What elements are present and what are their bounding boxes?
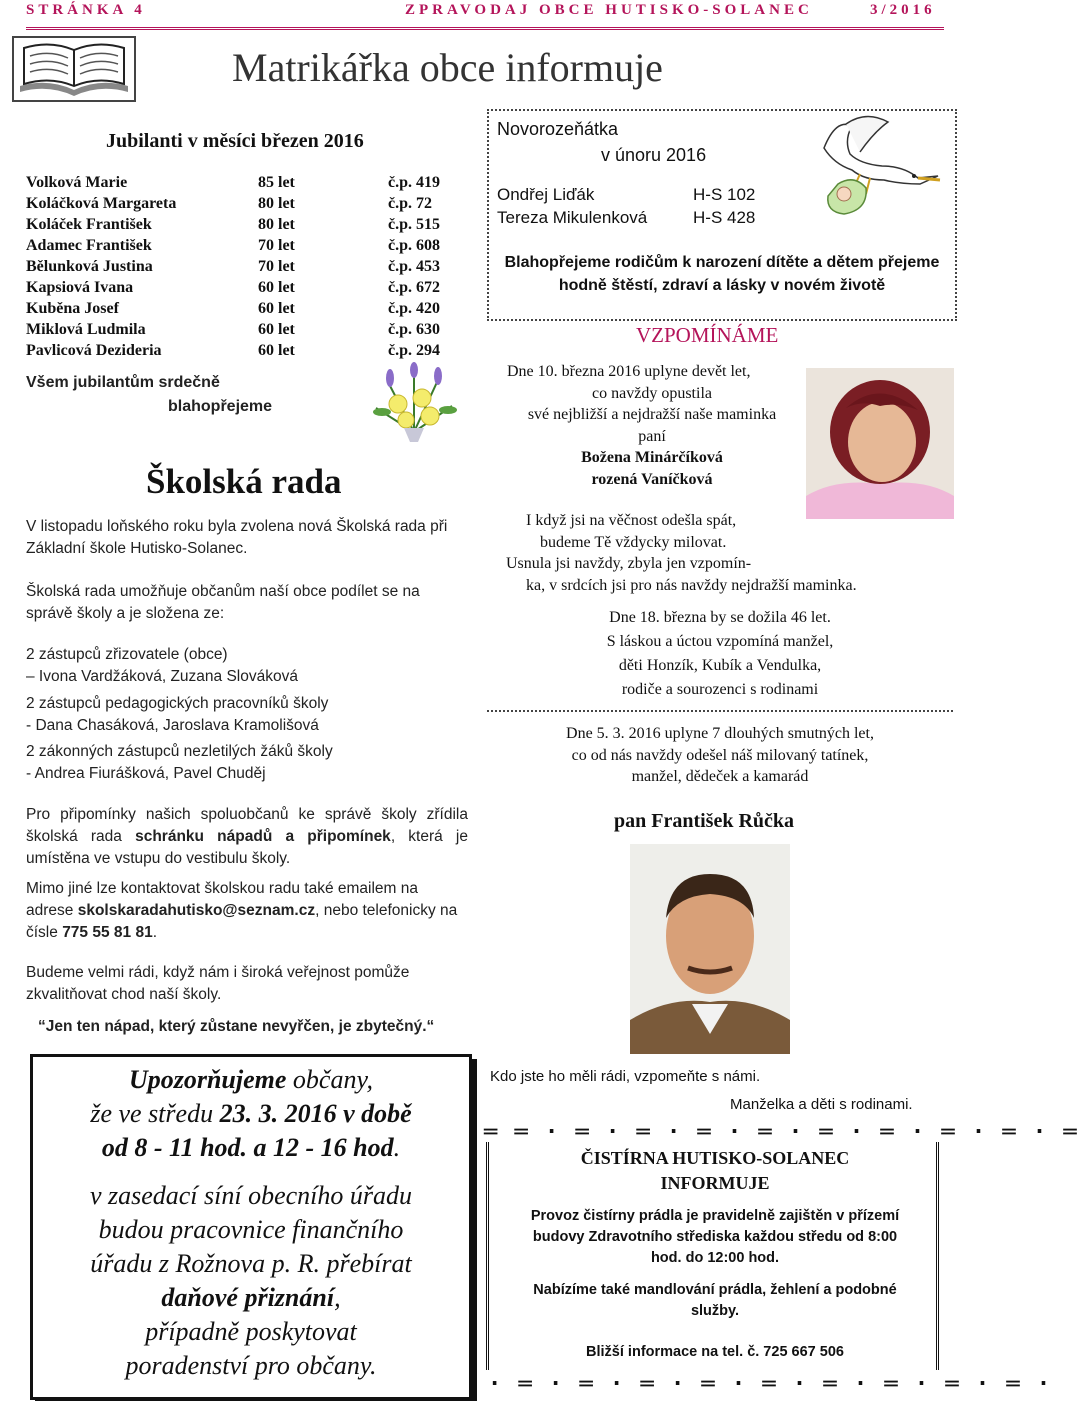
- table-row: Kuběna Josef 60 let č.p. 420: [26, 299, 440, 317]
- skolska-rada-vyzva: Budeme velmi rádi, když nám i široká veřejnost pomůže zkvalitňovat chod naší školy.: [26, 964, 410, 1003]
- table-row: Kapsiová Ivana 60 let č.p. 672: [26, 278, 440, 296]
- list-item: Ondřej Liďák H-S 102: [497, 185, 756, 204]
- vzpominame-heading: VZPOMÍNÁME: [636, 323, 779, 347]
- vzpominame-m1-text: Dne 10. března 2016 uplyne devět let, co navždy opustila své nejbližší a nejdražší naše maminka paní Božena Minárčíková rozená Vaníčková: [507, 361, 797, 490]
- memorial-name: Božena Minárčíková: [581, 449, 723, 466]
- memorial-divider: [487, 710, 953, 712]
- header-rule: [26, 27, 944, 30]
- skolska-rada-schranka: Pro připomínky našich spoluobčanů ke správě školy zřídila školská rada schránku nápadů a připomínek, která je umístěna ve vstupu do vestibulu školy.: [26, 806, 468, 867]
- vzpominame-poem: I když jsi na věčnost odešla spát, budeme Tě vždycky milovat. Usnula jsi navždy, zbyla jen vzpomín- ka, v srdcích jsi pro nás navždy nejdražší maminka.: [506, 512, 857, 594]
- jubilanti-heading: Jubilanti v měsíci březen 2016: [106, 130, 364, 152]
- skolska-rada-group-zakonni-zastupci: 2 zákonných zástupců nezletilých žáků školy - Andrea Fiurášková, Pavel Chuděj: [26, 743, 333, 782]
- book-icon: [12, 36, 136, 102]
- memorial-photo-woman: [806, 368, 954, 519]
- vzpominame-m1-family: Dne 18. března by se dožila 46 let. S láskou a úctou vzpomíná manžel, děti Honzík, Kubík a Vendulka, rodiče a sourozenci s rodinami: [606, 609, 834, 698]
- cistirna-kontakt: Bližší informace na tel. č. 725 667 506: [586, 1344, 844, 1360]
- flower-bouquet-icon: [368, 362, 460, 444]
- table-row: Koláček František 80 let č.p. 515: [26, 215, 440, 233]
- memorial-photo-man: [630, 844, 790, 1054]
- phone-number: 775 55 81 81: [62, 924, 153, 941]
- header-publication: ZPRAVODAJ OBCE HUTISKO-SOLANEC: [405, 2, 813, 18]
- cistirna-provoz: Provoz čistírny prádla je pravidelně zajištěn v přízemí budovy Zdravotního střediska každou středu od 8:00 hod. do 12:00 hod.: [530, 1208, 900, 1266]
- header-issue: 3/2016: [870, 2, 936, 18]
- skolska-rada-heading: Školská rada: [146, 462, 342, 501]
- cistirna-border-bottom: · ═ · ═ · ═ · ═ · ═ · ═ · ═ · ═ · ═ ·: [488, 1372, 1053, 1397]
- cistirna-heading: ČISTÍRNA HUTISKO-SOLANEC INFORMUJE: [580, 1148, 850, 1193]
- skolska-rada-group-zrizovatel: 2 zástupců zřizovatele (obce) – Ivona Vardžáková, Zuzana Slováková: [26, 646, 298, 685]
- list-item: Tereza Mikulenková H-S 428: [497, 208, 756, 227]
- vzpominame-m2-call: Kdo jste ho měli rádi, vzpomeňte s námi.: [490, 1068, 761, 1085]
- novorozenatka-wish: Blahopřejeme rodičům k narození dítěte a dětem přejeme hodně štěstí, zdraví a lásky v novém životě: [504, 254, 940, 294]
- jubilanti-wish-line2: blahopřejeme: [168, 398, 273, 415]
- header-page-label: STRÁNKA 4: [26, 2, 146, 18]
- skolska-rada-composition: Školská rada umožňuje občanům naší obce podílet se na správě školy a je složena ze:: [26, 583, 420, 622]
- skolska-rada-quote: “Jen ten nápad, který zůstane nevyřčen, je zbytečný.“: [38, 1018, 435, 1035]
- table-row: Bělunková Justina 70 let č.p. 453: [26, 257, 440, 275]
- cistirna-border-right: [936, 1142, 943, 1370]
- cistirna-border-top: ═ ═ · ═ · ═ · ═ · ═ · ═ · ═ · ═ · ═ · ═: [484, 1120, 1079, 1145]
- memorial-name-man: pan František Růčka: [614, 810, 795, 832]
- jubilanti-table: [26, 172, 440, 361]
- stork-icon: [790, 114, 950, 222]
- table-row: Miklová Ludmila 60 let č.p. 630: [26, 320, 440, 338]
- table-row: Adamec František 70 let č.p. 608: [26, 236, 440, 254]
- table-row: Koláčková Margareta 80 let č.p. 72: [26, 194, 432, 212]
- upozorneni-box: Upozorňujeme občany, že ve středu 23. 3. 2016 v době od 8 - 11 hod. a 12 - 16 hod. v zasedací síní obecního úřadu budou pracovnice finančního úřadu z Rožnova p. R. přebírat daňové přiznání, případně poskytovat poradenství pro občany.: [30, 1054, 472, 1400]
- skolska-rada-group-pedagogove: 2 zástupců pedagogických pracovníků školy - Dana Chasáková, Jaroslava Kramolišová: [26, 695, 329, 734]
- novorozenatka-month: v únoru 2016: [601, 145, 707, 165]
- cistirna-border-left: [486, 1142, 493, 1370]
- novorozenatka-list: [497, 183, 755, 229]
- jubilanti-wish-line1: Všem jubilantům srdečně: [26, 374, 220, 391]
- vzpominame-m2-sign: Manželka a děti s rodinami.: [730, 1096, 913, 1113]
- skolska-rada-kontakt: Mimo jiné lze kontaktovat školskou radu také emailem na adrese skolskaradahutisko@seznam.cz, nebo telefonicky na čísle 775 55 81 81.: [26, 880, 458, 941]
- novorozenatka-heading: Novorozeňátka: [497, 119, 619, 139]
- cistirna-sluzby: Nabízíme také mandlování prádla, žehlení a podobné služby.: [533, 1282, 897, 1319]
- page-title: Matrikářka obce informuje: [232, 45, 663, 90]
- table-row: Pavlicová Dezideria 60 let č.p. 294: [26, 341, 440, 359]
- table-row: Volková Marie 85 let č.p. 419: [26, 173, 440, 191]
- email-link[interactable]: skolskaradahutisko@seznam.cz: [77, 902, 316, 919]
- vzpominame-m2-text: Dne 5. 3. 2016 uplyne 7 dlouhých smutných let, co od nás navždy odešel náš milovaný tatínek, manžel, dědeček a kamarád: [566, 725, 874, 785]
- skolska-rada-intro: V listopadu loňského roku byla zvolena nová Školská rada při Základní škole Hutisko-Solanec.: [26, 518, 448, 557]
